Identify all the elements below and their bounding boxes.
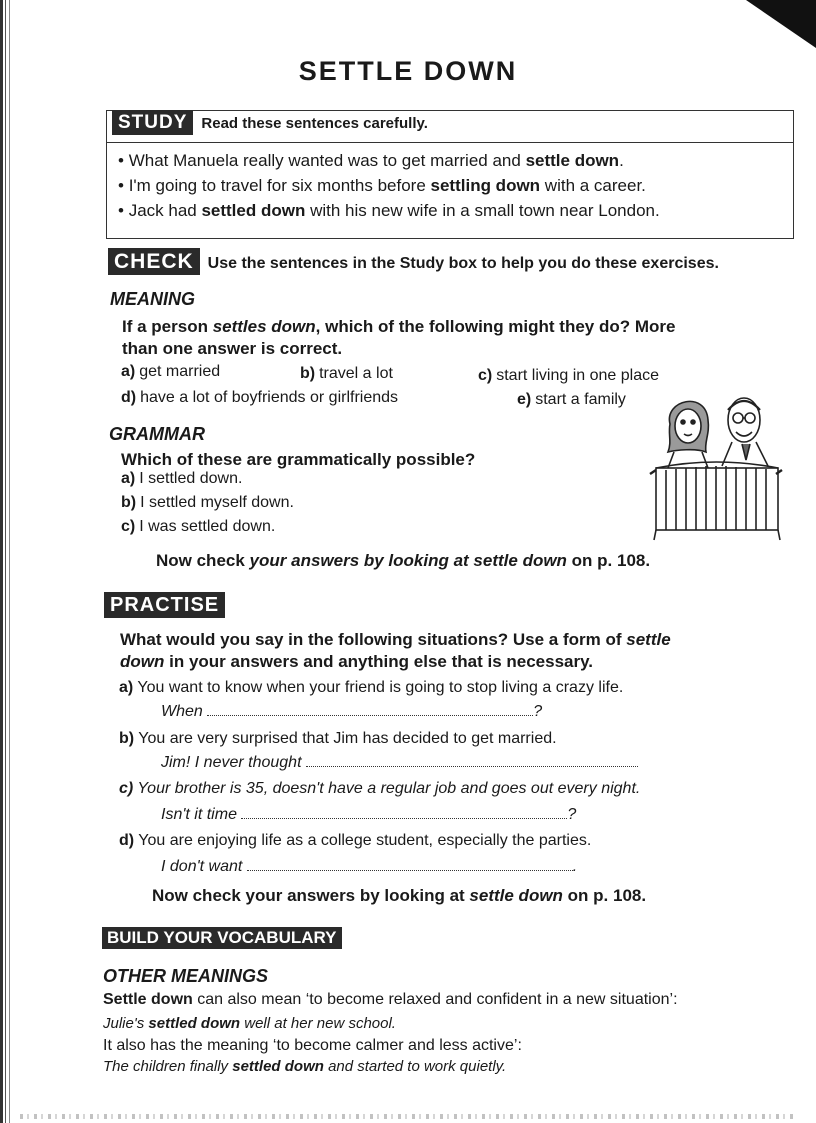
practise-answers-note: Now check your answers by looking at settle down on p. 108. (152, 886, 647, 905)
couple-illustration (646, 390, 786, 542)
list-item: • Jack had settled down with his new wife in a small town near London. (118, 201, 660, 220)
practise-item-d: d) You are enjoying life as a college student, especially the parties. (119, 832, 592, 849)
page-binding-edge (0, 0, 16, 1123)
page-title: SETTLE DOWN (298, 56, 518, 86)
grammar-option-a: a) I settled down. (121, 470, 243, 487)
vocab-header (102, 927, 342, 949)
practise-item-c: c) Your brother is 35, doesn't have a regular job and goes out every night. (119, 780, 641, 797)
meaning-option-a: a) get married (121, 363, 221, 380)
grammar-option-b: b) I settled myself down. (121, 494, 294, 511)
check-answers-note: Now check your answers by looking at settle down on p. 108. (156, 551, 651, 570)
study-header (112, 110, 428, 135)
other-meanings-heading: OTHER MEANINGS (103, 966, 269, 986)
answer-blank-c[interactable] (241, 804, 567, 819)
practise-header (104, 592, 225, 618)
grammar-option-c: c) I was settled down. (121, 518, 276, 535)
practise-answer-a: When ? (161, 703, 543, 720)
study-divider (106, 142, 794, 143)
vocab-meaning-2: It also has the meaning ‘to become calmer and less active’: (103, 1037, 522, 1054)
practise-answer-b: Jim! I never thought (161, 751, 638, 775)
meaning-option-e: e) start a family (517, 391, 626, 408)
meaning-option-c: c) start living in one place (478, 367, 659, 384)
practise-item-b: b) You are very surprised that Jim has decided to get married. (119, 730, 557, 747)
list-item: • I'm going to travel for six months before settling down with a career. (118, 176, 646, 195)
practise-label: PRACTISE (104, 592, 225, 618)
list-item: • What Manuela really wanted was to get married and settle down. (118, 151, 624, 170)
check-label: CHECK (108, 248, 200, 275)
check-instruction: Use the sentences in the Study box to help you do these exercises. (207, 255, 719, 272)
answer-blank-b[interactable] (306, 752, 638, 767)
practise-answer-c: Isn't it time ? (161, 806, 577, 823)
answer-blank-a[interactable] (207, 701, 533, 716)
vocab-meaning-1: Settle down can also mean ‘to become relaxed and confident in a new situation’: (103, 991, 678, 1008)
page-corner-mark (746, 0, 816, 48)
vocab-example-1: Julie's settled down well at her new school. (103, 1015, 396, 1032)
grammar-question: Which of these are grammatically possible? (121, 450, 476, 469)
meaning-option-b: b) travel a lot (300, 365, 393, 382)
study-label: STUDY (112, 110, 193, 135)
scan-noise (20, 1114, 796, 1119)
practise-answer-d: I don't want . (161, 858, 578, 875)
meaning-heading: MEANING (110, 289, 195, 309)
answer-blank-d[interactable] (247, 856, 573, 871)
study-sentence-list (118, 148, 660, 223)
meaning-option-d: d) have a lot of boyfriends or girlfriends (121, 389, 399, 406)
vocab-example-2: The children finally settled down and started to work quietly. (103, 1058, 507, 1075)
vocab-label: BUILD YOUR VOCABULARY (102, 927, 342, 949)
meaning-question: If a person settles down, which of the following might they do? More than one answer is correct. (122, 317, 676, 358)
study-instruction: Read these sentences carefully. (201, 115, 428, 132)
check-header (108, 248, 719, 275)
grammar-heading: GRAMMAR (109, 424, 205, 444)
practise-item-a: a) You want to know when your friend is going to stop living a crazy life. (119, 679, 624, 696)
practise-question: What would you say in the following situations? Use a form of settle down in your answers and anything else that is necessary. (120, 630, 671, 671)
